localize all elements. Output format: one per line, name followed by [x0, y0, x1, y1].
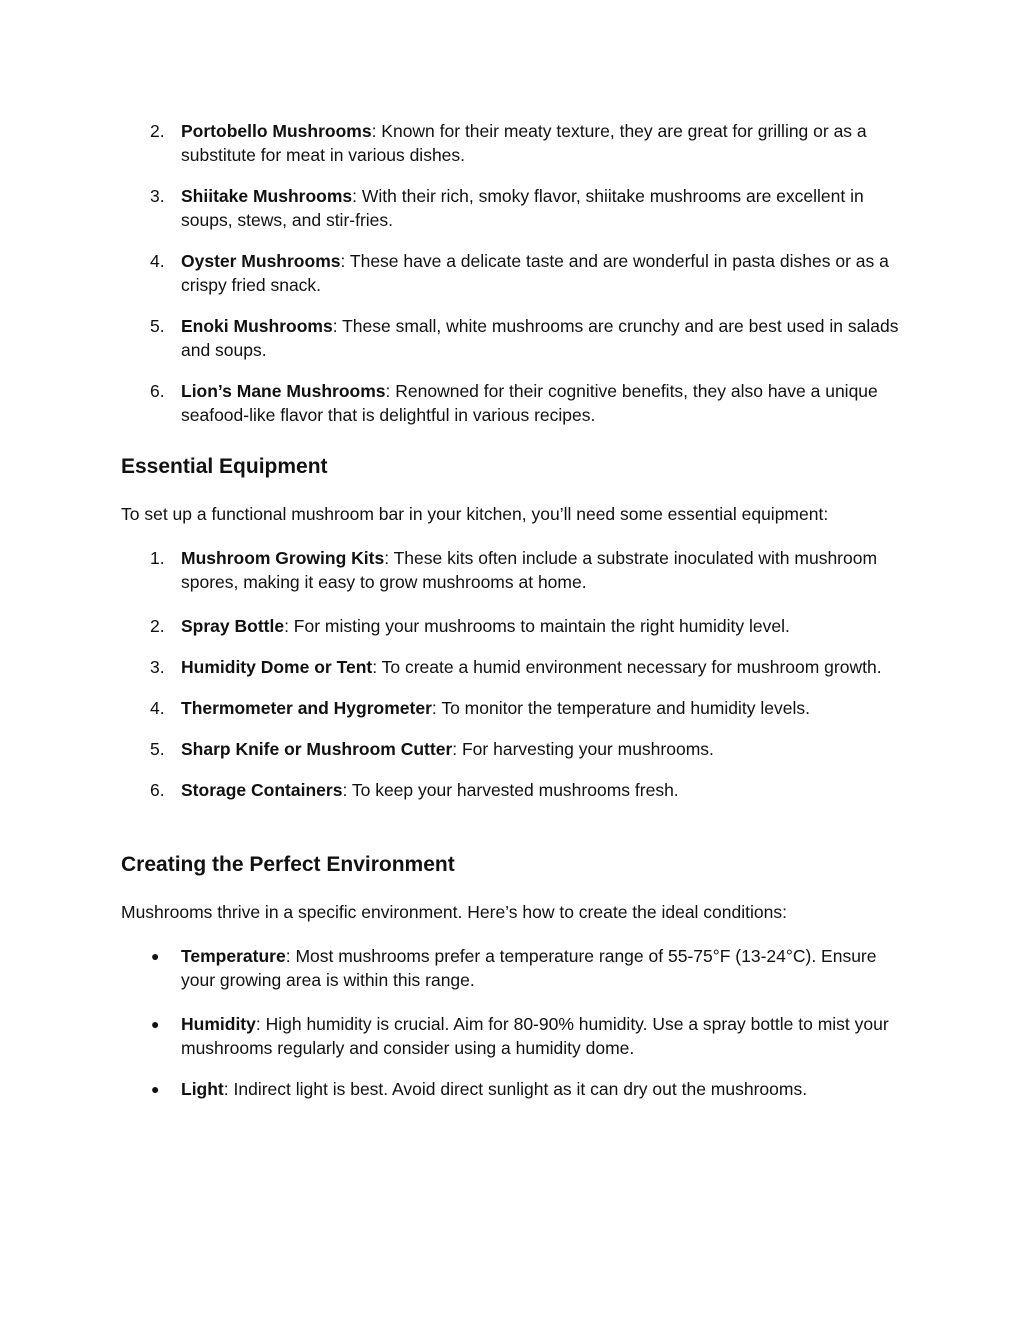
item-term: Oyster Mushrooms: [181, 251, 341, 271]
item-text: : These small, white mushrooms are crunchy and are best used in salads and soups.: [181, 316, 899, 360]
list-item: [0, 1077, 906, 1101]
item-term: Portobello Mushrooms: [181, 121, 372, 141]
list-item: [0, 249, 906, 297]
list-number: 3.: [150, 186, 165, 206]
item-text: : Renowned for their cognitive benefits, they also have a unique seafood-like flavor that is delightful in various recipes.: [181, 381, 878, 425]
list-item: [0, 737, 906, 761]
item-term: Lion’s Mane Mushrooms: [181, 381, 386, 401]
item-text: : To keep your harvested mushrooms fresh.: [342, 780, 679, 800]
list-number: 1.: [150, 548, 165, 568]
list-number: 6.: [150, 780, 165, 800]
item-text: : For harvesting your mushrooms.: [452, 739, 714, 759]
bullet-icon: ●: [151, 1081, 160, 1097]
mushroom-types-list: [0, 119, 906, 427]
item-term: Mushroom Growing Kits: [181, 548, 385, 568]
list-item: [0, 614, 906, 638]
list-number: 2.: [150, 616, 165, 636]
item-term: Thermometer and Hygrometer: [181, 698, 432, 718]
list-item: [0, 778, 906, 802]
item-text: : Most mushrooms prefer a temperature range of 55-75°F (13-24°C). Ensure your growing area is within this range.: [181, 946, 877, 990]
item-text: : Known for their meaty texture, they are great for grilling or as a substitute for meat in various dishes.: [181, 121, 867, 165]
bullet-icon: ●: [151, 1016, 160, 1032]
list-number: 6.: [150, 381, 165, 401]
list-number: 2.: [150, 121, 165, 141]
environment-list: [0, 944, 906, 1101]
list-number: 4.: [150, 251, 165, 271]
item-term: Temperature: [181, 946, 286, 966]
list-item: [0, 379, 906, 427]
list-number: 3.: [150, 657, 165, 677]
item-term: Humidity Dome or Tent: [181, 657, 373, 677]
list-item: [0, 1012, 906, 1060]
item-text: : To monitor the temperature and humidity levels.: [431, 698, 810, 718]
bullet-icon: ●: [151, 948, 160, 964]
list-item: [0, 655, 906, 679]
item-term: Shiitake Mushrooms: [181, 186, 353, 206]
item-text: : These have a delicate taste and are wonderful in pasta dishes or as a crispy fried snack.: [181, 251, 889, 295]
item-term: Sharp Knife or Mushroom Cutter: [181, 739, 453, 759]
item-term: Enoki Mushrooms: [181, 316, 333, 336]
item-text: : Indirect light is best. Avoid direct sunlight as it can dry out the mushrooms.: [223, 1079, 808, 1099]
item-text: : These kits often include a substrate inoculated with mushroom spores, making it easy to grow mushrooms at home.: [181, 548, 878, 592]
item-text: : For misting your mushrooms to maintain the right humidity level.: [284, 616, 790, 636]
list-item: [0, 314, 906, 362]
environment-intro: Mushrooms thrive in a specific environment. Here’s how to create the ideal conditions:: [121, 902, 787, 922]
list-item: [0, 944, 906, 992]
item-text: : High humidity is crucial. Aim for 80-90% humidity. Use a spray bottle to mist your mushrooms regularly and consider using a humidity dome.: [181, 1014, 889, 1058]
list-item: [0, 119, 906, 167]
list-item: [0, 546, 906, 594]
equipment-intro: To set up a functional mushroom bar in your kitchen, you’ll need some essential equipment:: [121, 504, 829, 524]
item-text: : To create a humid environment necessary for mushroom growth.: [372, 657, 882, 677]
list-number: 5.: [150, 739, 165, 759]
section-heading-equipment: Essential Equipment: [121, 455, 328, 478]
list-item: [0, 184, 906, 232]
list-item: [0, 696, 906, 720]
section-heading-environment: Creating the Perfect Environment: [121, 853, 455, 876]
item-text: : With their rich, smoky flavor, shiitake mushrooms are excellent in soups, stews, and stir-fries.: [181, 186, 864, 230]
list-number: 4.: [150, 698, 165, 718]
item-term: Spray Bottle: [181, 616, 285, 636]
equipment-list: [0, 546, 906, 802]
item-term: Light: [181, 1079, 224, 1099]
list-number: 5.: [150, 316, 165, 336]
item-term: Humidity: [181, 1014, 256, 1034]
item-term: Storage Containers: [181, 780, 343, 800]
